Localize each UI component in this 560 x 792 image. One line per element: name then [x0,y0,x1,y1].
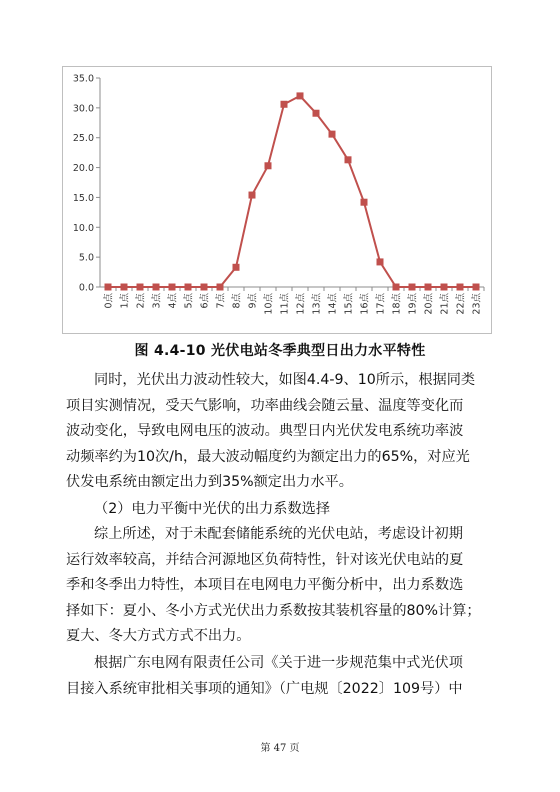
x-tick-label: 15点 [343,293,355,315]
data-point-marker [345,156,352,163]
paragraph-line: 夏大、冬大方式方式不出力。 [66,628,251,644]
paragraph-fluctuation [66,368,500,496]
y-tick-label: 10.0 [72,222,94,234]
data-point-marker [329,131,336,138]
x-tick-label: 16点 [359,293,371,315]
x-tick-label: 13点 [311,293,323,315]
paragraph-line: 动频率约为10次/h，最大波动幅度约为额定出力的65%，对应光 [66,448,470,465]
x-tick-label: 23点 [471,293,483,315]
data-point-marker [185,284,192,291]
data-point-marker [393,284,400,291]
x-tick-label: 22点 [455,293,467,315]
paragraph-line: 伏发电系统由额定出力到35%额定出力水平。 [66,474,353,490]
data-point-marker [441,284,448,291]
data-point-marker [217,284,224,291]
y-tick-label: 35.0 [72,73,94,85]
data-point-marker [249,192,256,199]
data-point-marker [137,284,144,291]
x-tick-label: 19点 [407,293,419,315]
x-tick-label: 2点 [135,293,147,309]
paragraph-line: 项目实测情况，受天气影响，功率曲线会随云量、温度等变化而 [66,397,464,414]
paragraph-notice [66,651,500,702]
x-tick-label: 5点 [183,293,195,309]
figure-caption: 图 4.4-10 光伏电站冬季典型日出力水平特性 [134,343,426,359]
data-point-marker [105,284,112,291]
paragraph-line: 运行效率较高，并结合河源地区负荷特性，针对该光伏电站的夏 [66,551,464,568]
x-tick-label: 8点 [231,293,243,309]
data-point-marker [473,284,480,291]
data-point-marker [457,284,464,291]
page-number: 第 47 页 [260,743,300,754]
paragraph-line: 综上所述，对于未配套储能系统的光伏电站，考虑设计初期 [94,526,463,542]
y-tick-label: 20.0 [72,163,94,175]
paragraph-line: （2）电力平衡中光伏的出力系数选择 [94,501,331,517]
data-point-marker [265,162,272,169]
data-point-marker [169,284,176,291]
x-tick-label: 18点 [391,293,403,315]
x-tick-label: 6点 [199,293,211,309]
paragraph-line: 季和冬季出力特性，本项目在电网电力平衡分析中，出力系数选 [66,577,464,593]
paragraph-line: 根据广东电网有限责任公司《关于进一步规范集中式光伏项 [94,655,463,671]
paragraph-line: 择如下：夏小、冬小方式光伏出力系数按其装机容量的80%计算； [66,602,481,619]
x-tick-label: 12点 [295,293,307,315]
data-point-marker [201,284,208,291]
x-tick-label: 7点 [215,293,227,309]
x-tick-label: 10点 [263,293,275,315]
x-tick-label: 17点 [375,293,387,315]
pv-output-chart [62,66,492,334]
data-point-marker [281,101,288,108]
x-tick-label: 9点 [247,293,259,309]
data-point-marker [233,264,240,271]
x-tick-label: 20点 [423,293,435,315]
y-tick-label: 25.0 [72,133,94,145]
x-tick-label: 14点 [327,293,339,315]
y-tick-label: 15.0 [72,192,94,204]
data-point-marker [425,284,432,291]
paragraph-line: 同时，光伏出力波动性较大，如图4.4-9、10所示，根据同类 [94,372,476,388]
y-tick-label: 5.0 [78,252,94,264]
data-point-marker [121,284,128,291]
x-tick-label: 1点 [119,293,131,309]
y-tick-label: 30.0 [72,103,94,115]
y-tick-label: 0.0 [78,282,94,294]
data-point-marker [313,110,320,117]
data-point-marker [409,284,416,291]
paragraph-output-coefficient [66,522,500,650]
section-heading [66,497,500,523]
x-tick-label: 11点 [279,293,291,315]
x-tick-label: 21点 [439,293,451,315]
data-point-marker [361,199,368,206]
x-tick-label: 3点 [151,293,163,309]
paragraph-line: 目接入系统审批相关事项的通知》（广电规〔2022〕109号）中 [66,680,463,697]
data-point-marker [153,284,160,291]
x-tick-label: 4点 [167,293,179,309]
data-point-marker [377,258,384,265]
x-tick-label: 0点 [103,293,115,309]
data-point-marker [297,92,304,99]
paragraph-line: 波动变化，导致电网电压的波动。典型日内光伏发电系统功率波 [66,423,464,439]
